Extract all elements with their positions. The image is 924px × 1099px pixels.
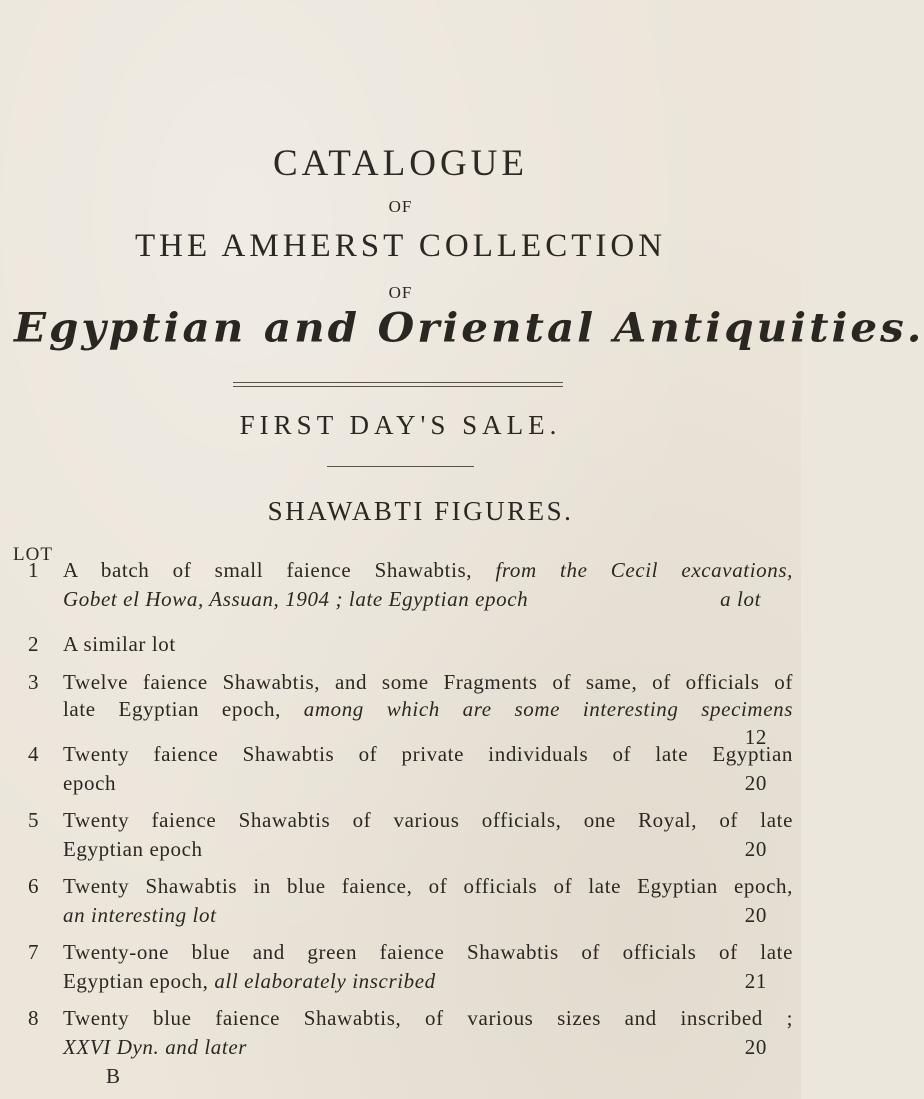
lot-price: 20 [744, 771, 767, 795]
subject-title: Egyptian and Oriental Antiquities. [14, 304, 924, 351]
lot-price: a lot [720, 587, 761, 611]
lot-price: 20 [744, 1035, 767, 1059]
lot-description-line: A batch of small faience Shawabtis, from the Cecil excavations, [63, 558, 793, 582]
lot-description-line: Twenty blue faience Shawabtis, of various sizes and inscribed ; [63, 1006, 793, 1030]
lot-description-line: Egyptian epoch, all elaborately inscribed [63, 969, 436, 993]
lot-price: 12 [744, 725, 767, 749]
lot-description-line: XXVI Dyn. and later [63, 1035, 248, 1059]
lot-number: 7 [28, 940, 40, 964]
lot-description-line: Twenty faience Shawabtis of private individuals of late Egyptian [63, 742, 793, 766]
of-label-2: OF [388, 283, 413, 302]
catalogue-title: CATALOGUE [272, 143, 529, 184]
single-rule-divider [327, 466, 474, 467]
lot-entry-6 [0, 872, 801, 932]
double-rule-divider [233, 382, 563, 387]
lot-description-line: epoch [63, 771, 117, 795]
lot-description-line: late Egyptian epoch, among which are some interesting specimens [63, 697, 793, 721]
lot-entry-8 [0, 1004, 801, 1064]
lot-price: 21 [744, 969, 767, 993]
lot-description-line: A similar lot [63, 632, 176, 656]
lot-number: 5 [28, 808, 40, 832]
lot-number: 6 [28, 874, 40, 898]
lot-description-line: Twenty faience Shawabtis of various officials, one Royal, of late [63, 808, 793, 832]
lot-description-line: Egyptian epoch [63, 837, 203, 861]
lot-entry-2 [0, 630, 801, 660]
lot-number: 4 [28, 742, 40, 766]
lot-description-line: Twelve faience Shawabtis, and some Fragments of same, of officials of [63, 670, 793, 694]
lot-entry-1 [0, 556, 801, 616]
lot-description-line: an interesting lot [63, 903, 217, 927]
lot-price: 20 [744, 837, 767, 861]
lot-description-line: Twenty Shawabtis in blue faience, of officials of late Egyptian epoch, [63, 874, 793, 898]
lot-column-heading: LOT [13, 544, 53, 565]
lot-number: 8 [28, 1006, 40, 1030]
lot-number: 1 [28, 558, 40, 582]
sale-title: FIRST DAY'S SALE. [239, 410, 562, 440]
section-title: SHAWABTI FIGURES. [267, 496, 574, 526]
lot-description-line: Gobet el Howa, Assuan, 1904 ; late Egyptian epoch [63, 587, 529, 611]
lot-entry-7 [0, 938, 801, 998]
lot-number: 2 [28, 632, 40, 656]
lot-price: 20 [744, 903, 767, 927]
of-label-1: OF [388, 197, 413, 216]
lot-entry-5 [0, 806, 801, 866]
signature-mark: B [106, 1064, 121, 1088]
lot-description-line: Twenty-one blue and green faience Shawabtis of officials of late [63, 940, 793, 964]
collection-title: THE AMHERST COLLECTION [134, 228, 667, 264]
lot-number: 3 [28, 670, 40, 694]
lot-entry-4 [0, 740, 801, 800]
